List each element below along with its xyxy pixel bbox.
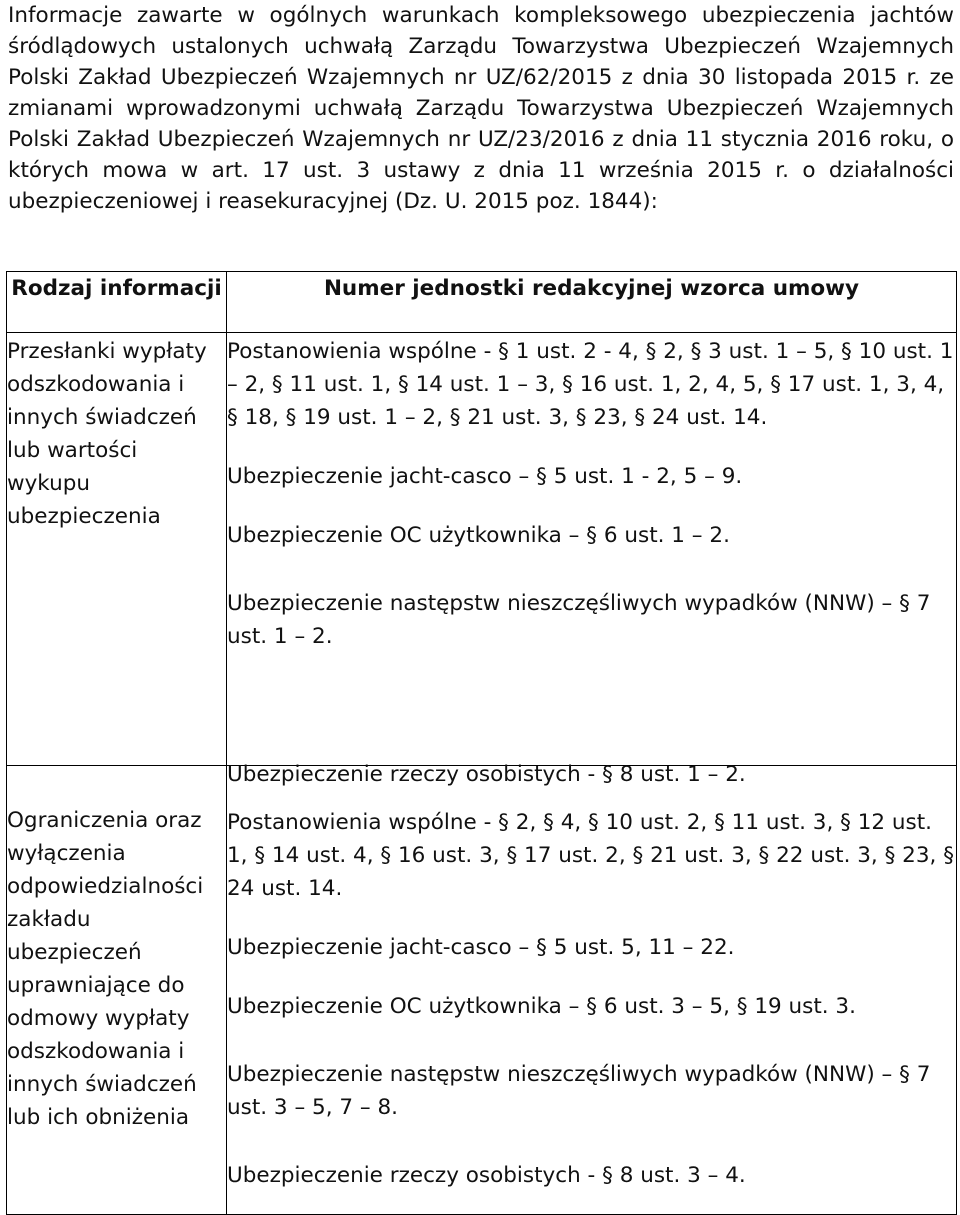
table-header-row	[7, 272, 957, 333]
unit-references-cell	[227, 762, 957, 1215]
column-header-type: Rodzaj informacji	[7, 272, 227, 333]
entry-nnw: Ubezpieczenie następstw nieszczęśliwych wypadków (NNW) – § 7 ust. 3 – 5, 7 – 8.	[227, 1062, 931, 1120]
info-type-cell: Ograniczenia oraz wyłączenia odpowiedzialności zakładu ubezpieczeń uprawniające do odmowy wypłaty odszkodowania i innych świadczeń lub ich obniżenia	[7, 766, 227, 1215]
entry-personal-items: Ubezpieczenie rzeczy osobistych - § 8 ust. 3 – 4.	[227, 1163, 746, 1188]
table-row	[7, 766, 957, 1215]
info-type-cell: Przesłanki wypłaty odszkodowania i innych świadczeń lub wartości wykupu ubezpieczenia	[7, 333, 227, 766]
entry-nnw: Ubezpieczenie następstw nieszczęśliwych wypadków (NNW) – § 7 ust. 1 – 2.	[227, 591, 931, 649]
entry-common-provisions: Postanowienia wspólne - § 2, § 4, § 10 ust. 2, § 11 ust. 3, § 12 ust. 1, § 14 ust. 4, § 16 ust. 3, § 17 ust. 2, § 21 ust. 3, § 22 ust. 3, § 23, § 24 ust. 14.	[227, 810, 954, 901]
entry-jacht-casco: Ubezpieczenie jacht-casco – § 5 ust. 5, 11 – 22.	[227, 935, 735, 960]
entry-jacht-casco: Ubezpieczenie jacht-casco – § 5 ust. 1 - 2, 5 – 9.	[227, 464, 743, 489]
table-row	[7, 333, 957, 766]
info-table	[6, 271, 957, 1215]
entry-oc: Ubezpieczenie OC użytkownika – § 6 ust. 1 – 2.	[227, 523, 730, 548]
column-header-unit: Numer jednostki redakcyjnej wzorca umowy	[227, 272, 957, 333]
entry-common-provisions: Postanowienia wspólne - § 1 ust. 2 - 4, § 2, § 3 ust. 1 – 5, § 10 ust. 1 – 2, § 11 ust. 1, § 14 ust. 1 – 3, § 16 ust. 1, 2, 4, 5, § 17 ust. 1, 3, 4, § 18, § 19 ust. 1 – 2, § 21 ust. 3, § 23, § 24 ust. 14.	[227, 339, 954, 430]
unit-references-cell	[227, 333, 957, 766]
intro-paragraph: Informacje zawarte w ogólnych warunkach kompleksowego ubezpieczenia jachtów śródlądowych ustalonych uchwałą Zarządu Towarzystwa Ubezpieczeń Wzajemnych Polski Zakład Ubezpieczeń Wzajemnych nr UZ/62/2015 z dnia 30 listopada 2015 r. ze zmianami wprowadzonymi uchwałą Zarządu Towarzystwa Ubezpieczeń Wzajemnych Polski Zakład Ubezpieczeń Wzajemnych nr UZ/23/2016 z dnia 11 stycznia 2016 roku, o których mowa w art. 17 ust. 3 ustawy z dnia 11 września 2015 r. o działalności ubezpieczeniowej i reasekuracyjnej (Dz. U. 2015 poz. 1844):	[8, 3, 954, 214]
entry-personal-items: Ubezpieczenie rzeczy osobistych - § 8 ust. 1 – 2.	[227, 762, 746, 787]
entry-oc: Ubezpieczenie OC użytkownika – § 6 ust. 3 – 5, § 19 ust. 3.	[227, 994, 856, 1019]
